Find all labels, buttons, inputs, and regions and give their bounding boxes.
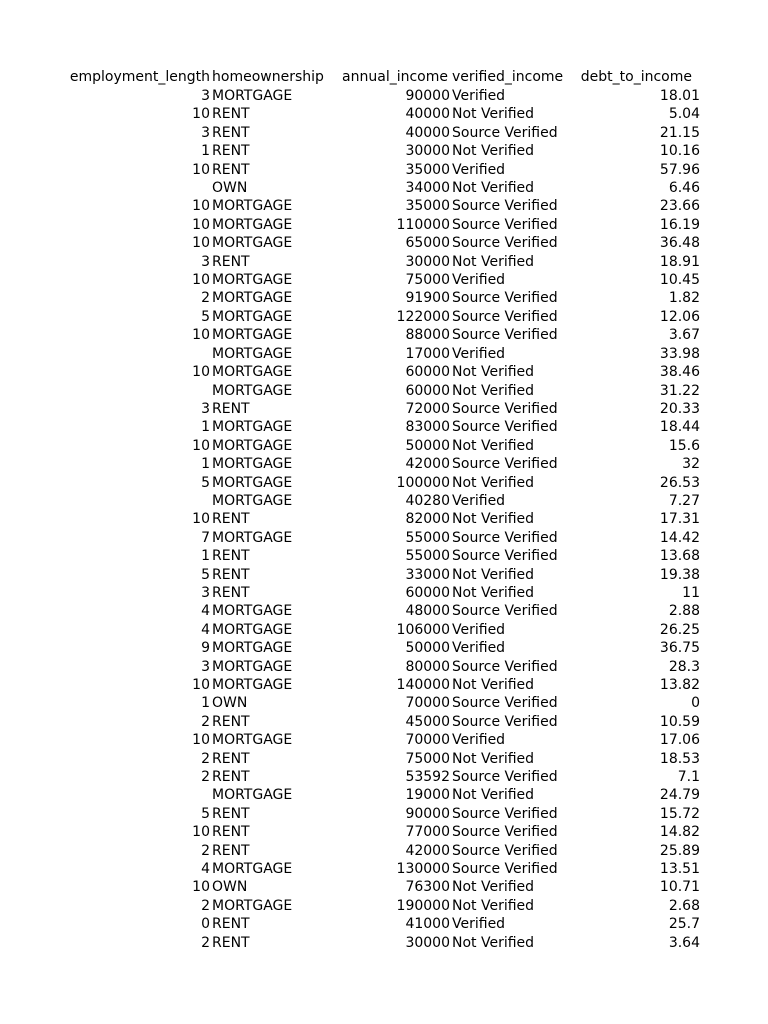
table-row xyxy=(62,676,702,694)
cell-debt-to-income: 31.22 xyxy=(659,382,700,399)
cell-debt-to-income: 32 xyxy=(682,456,700,473)
cell-debt-to-income: 10.45 xyxy=(659,272,700,289)
cell-verified-income: Source Verified xyxy=(452,861,558,878)
cell-homeownership: RENT xyxy=(212,842,250,859)
table-row xyxy=(62,253,702,271)
cell-homeownership: MORTGAGE xyxy=(212,474,293,491)
cell-annual-income: 88000 xyxy=(405,327,450,344)
cell-employment-length: 2 xyxy=(201,842,210,859)
cell-annual-income: 41000 xyxy=(405,916,450,933)
cell-employment-length xyxy=(62,382,212,400)
table-row xyxy=(62,547,702,565)
cell-employment-length: 10 xyxy=(192,437,210,454)
cell-employment-length: 2 xyxy=(201,290,210,307)
cell-debt-to-income: 25.89 xyxy=(659,842,700,859)
cell-debt-to-income: 33.98 xyxy=(659,345,700,362)
header-homeownership: homeownership xyxy=(212,69,324,85)
cell-annual-income: 30000 xyxy=(405,143,450,160)
cell-verified-income: Source Verified xyxy=(452,824,558,841)
cell-verified-income: Source Verified xyxy=(452,603,558,620)
cell-debt-to-income: 13.68 xyxy=(659,548,700,565)
cell-employment-length: 2 xyxy=(201,897,210,914)
cell-annual-income: 42000 xyxy=(405,842,450,859)
cell-annual-income: 70000 xyxy=(405,695,450,712)
cell-verified-income: Source Verified xyxy=(452,548,558,565)
cell-debt-to-income: 3.67 xyxy=(668,327,700,344)
cell-verified-income: Not Verified xyxy=(452,897,535,914)
cell-annual-income: 48000 xyxy=(405,603,450,620)
cell-verified-income: Verified xyxy=(452,916,506,933)
cell-homeownership: RENT xyxy=(212,824,250,841)
table-row xyxy=(62,621,702,639)
cell-homeownership: MORTGAGE xyxy=(212,658,293,675)
cell-annual-income: 100000 xyxy=(396,474,450,491)
table-row xyxy=(62,179,702,197)
data-table xyxy=(62,68,702,952)
cell-employment-length: 3 xyxy=(201,584,210,601)
cell-verified-income: Source Verified xyxy=(452,290,558,307)
cell-annual-income: 30000 xyxy=(405,253,450,270)
cell-verified-income: Not Verified xyxy=(452,143,535,160)
table-row xyxy=(62,639,702,657)
cell-debt-to-income: 18.91 xyxy=(659,253,700,270)
table-row xyxy=(62,437,702,455)
table-row xyxy=(62,124,702,142)
cell-debt-to-income: 11 xyxy=(682,584,700,601)
cell-verified-income: Not Verified xyxy=(452,180,535,197)
cell-verified-income: Verified xyxy=(452,640,506,657)
cell-debt-to-income: 7.1 xyxy=(677,769,700,786)
cell-employment-length: 2 xyxy=(201,934,210,951)
cell-debt-to-income: 2.88 xyxy=(668,603,700,620)
cell-verified-income: Not Verified xyxy=(452,106,535,123)
cell-homeownership: RENT xyxy=(212,584,250,601)
cell-annual-income: 82000 xyxy=(405,511,450,528)
cell-annual-income: 72000 xyxy=(405,400,450,417)
table-row xyxy=(62,363,702,381)
cell-debt-to-income: 15.72 xyxy=(659,805,700,822)
cell-debt-to-income: 57.96 xyxy=(659,161,700,178)
table-row xyxy=(62,731,702,749)
table-row xyxy=(62,105,702,123)
cell-annual-income: 60000 xyxy=(405,584,450,601)
cell-employment-length: 2 xyxy=(201,750,210,767)
table-row xyxy=(62,289,702,307)
cell-homeownership: MORTGAGE xyxy=(212,456,293,473)
cell-employment-length: 10 xyxy=(192,272,210,289)
cell-debt-to-income: 26.53 xyxy=(659,474,700,491)
cell-debt-to-income: 13.82 xyxy=(659,677,700,693)
cell-employment-length: 2 xyxy=(201,713,210,730)
cell-debt-to-income: 24.79 xyxy=(659,787,700,804)
cell-verified-income: Not Verified xyxy=(452,787,535,804)
cell-annual-income: 19000 xyxy=(405,787,450,804)
table-row xyxy=(62,271,702,289)
cell-debt-to-income: 17.31 xyxy=(659,511,700,528)
cell-debt-to-income: 10.59 xyxy=(659,713,700,730)
cell-employment-length: 4 xyxy=(201,621,210,638)
cell-annual-income: 122000 xyxy=(396,308,450,325)
cell-homeownership: MORTGAGE xyxy=(212,732,293,749)
cell-employment-length: 1 xyxy=(201,419,210,436)
cell-homeownership: OWN xyxy=(212,180,248,197)
cell-homeownership: MORTGAGE xyxy=(212,216,293,233)
cell-annual-income: 45000 xyxy=(405,713,450,730)
cell-homeownership: MORTGAGE xyxy=(212,787,293,804)
cell-debt-to-income: 14.42 xyxy=(659,529,700,546)
cell-annual-income: 40000 xyxy=(405,106,450,123)
cell-debt-to-income: 7.27 xyxy=(668,492,700,509)
cell-annual-income: 60000 xyxy=(405,364,450,381)
cell-debt-to-income: 12.06 xyxy=(659,308,700,325)
table-row xyxy=(62,566,702,584)
cell-verified-income: Not Verified xyxy=(452,677,535,693)
table-row xyxy=(62,455,702,473)
header-debt-to-income: debt_to_income xyxy=(580,69,692,85)
table-row xyxy=(62,934,702,952)
cell-verified-income: Not Verified xyxy=(452,253,535,270)
cell-debt-to-income: 2.68 xyxy=(668,897,700,914)
cell-annual-income: 35000 xyxy=(405,161,450,178)
cell-verified-income: Source Verified xyxy=(452,658,558,675)
cell-employment-length xyxy=(62,345,212,363)
cell-employment-length xyxy=(62,492,212,510)
cell-homeownership: MORTGAGE xyxy=(212,437,293,454)
cell-annual-income: 91900 xyxy=(405,290,450,307)
table-row xyxy=(62,197,702,215)
cell-annual-income: 90000 xyxy=(405,805,450,822)
cell-employment-length: 3 xyxy=(201,124,210,141)
cell-verified-income: Source Verified xyxy=(452,400,558,417)
cell-employment-length: 10 xyxy=(192,327,210,344)
cell-verified-income: Verified xyxy=(452,492,506,509)
cell-annual-income: 140000 xyxy=(396,677,450,693)
cell-homeownership: RENT xyxy=(212,566,250,583)
table-body xyxy=(62,87,702,952)
table-row xyxy=(62,418,702,436)
cell-employment-length: 10 xyxy=(192,198,210,215)
cell-debt-to-income: 26.25 xyxy=(659,621,700,638)
cell-homeownership: RENT xyxy=(212,934,250,951)
cell-verified-income: Not Verified xyxy=(452,566,535,583)
cell-annual-income: 83000 xyxy=(405,419,450,436)
cell-verified-income: Verified xyxy=(452,621,506,638)
cell-annual-income: 70000 xyxy=(405,732,450,749)
cell-debt-to-income: 36.48 xyxy=(659,235,700,252)
cell-debt-to-income: 3.64 xyxy=(668,934,700,951)
header-row xyxy=(62,68,702,87)
table-row xyxy=(62,713,702,731)
cell-employment-length: 5 xyxy=(201,474,210,491)
cell-verified-income: Source Verified xyxy=(452,327,558,344)
cell-employment-length: 10 xyxy=(192,364,210,381)
cell-employment-length: 10 xyxy=(192,879,210,896)
cell-employment-length: 10 xyxy=(192,677,210,693)
cell-verified-income: Not Verified xyxy=(452,934,535,951)
cell-homeownership: MORTGAGE xyxy=(212,677,293,693)
cell-debt-to-income: 16.19 xyxy=(659,216,700,233)
cell-debt-to-income: 21.15 xyxy=(659,124,700,141)
cell-verified-income: Source Verified xyxy=(452,695,558,712)
cell-homeownership: RENT xyxy=(212,916,250,933)
cell-verified-income: Source Verified xyxy=(452,456,558,473)
table-row xyxy=(62,308,702,326)
table-row xyxy=(62,602,702,620)
table-row xyxy=(62,234,702,252)
cell-annual-income: 106000 xyxy=(396,621,450,638)
cell-annual-income: 33000 xyxy=(405,566,450,583)
table-row xyxy=(62,860,702,878)
cell-employment-length: 9 xyxy=(201,640,210,657)
cell-verified-income: Not Verified xyxy=(452,879,535,896)
cell-verified-income: Verified xyxy=(452,732,506,749)
cell-homeownership: MORTGAGE xyxy=(212,603,293,620)
cell-homeownership: MORTGAGE xyxy=(212,198,293,215)
cell-verified-income: Source Verified xyxy=(452,198,558,215)
cell-annual-income: 55000 xyxy=(405,529,450,546)
cell-verified-income: Verified xyxy=(452,161,506,178)
cell-homeownership: RENT xyxy=(212,143,250,160)
cell-homeownership: RENT xyxy=(212,106,250,123)
cell-employment-length: 5 xyxy=(201,805,210,822)
cell-verified-income: Not Verified xyxy=(452,437,535,454)
cell-annual-income: 42000 xyxy=(405,456,450,473)
cell-annual-income: 65000 xyxy=(405,235,450,252)
cell-employment-length: 3 xyxy=(201,253,210,270)
cell-homeownership: OWN xyxy=(212,695,248,712)
cell-debt-to-income: 15.6 xyxy=(668,437,700,454)
cell-employment-length: 2 xyxy=(201,769,210,786)
cell-homeownership: RENT xyxy=(212,769,250,786)
cell-debt-to-income: 18.01 xyxy=(659,88,700,104)
table-row xyxy=(62,87,702,105)
cell-annual-income: 77000 xyxy=(405,824,450,841)
cell-homeownership: RENT xyxy=(212,713,250,730)
cell-employment-length: 10 xyxy=(192,235,210,252)
cell-debt-to-income: 1.82 xyxy=(668,290,700,307)
table-row xyxy=(62,474,702,492)
cell-employment-length xyxy=(62,786,212,804)
cell-homeownership: MORTGAGE xyxy=(212,529,293,546)
cell-homeownership: MORTGAGE xyxy=(212,308,293,325)
cell-verified-income: Source Verified xyxy=(452,842,558,859)
cell-homeownership: MORTGAGE xyxy=(212,640,293,657)
cell-annual-income: 75000 xyxy=(405,750,450,767)
cell-verified-income: Not Verified xyxy=(452,382,535,399)
cell-debt-to-income: 13.51 xyxy=(659,861,700,878)
table-row xyxy=(62,584,702,602)
cell-employment-length: 10 xyxy=(192,824,210,841)
cell-annual-income: 17000 xyxy=(405,345,450,362)
cell-verified-income: Source Verified xyxy=(452,713,558,730)
cell-homeownership: MORTGAGE xyxy=(212,345,293,362)
cell-verified-income: Source Verified xyxy=(452,805,558,822)
table-row xyxy=(62,915,702,933)
table-row xyxy=(62,326,702,344)
cell-debt-to-income: 25.7 xyxy=(668,916,700,933)
cell-employment-length: 3 xyxy=(201,658,210,675)
cell-employment-length xyxy=(62,179,212,197)
cell-verified-income: Source Verified xyxy=(452,124,558,141)
cell-debt-to-income: 6.46 xyxy=(668,180,700,197)
cell-homeownership: MORTGAGE xyxy=(212,621,293,638)
cell-debt-to-income: 36.75 xyxy=(659,640,700,657)
cell-employment-length: 1 xyxy=(201,548,210,565)
cell-annual-income: 55000 xyxy=(405,548,450,565)
table-row xyxy=(62,842,702,860)
cell-verified-income: Not Verified xyxy=(452,474,535,491)
cell-verified-income: Source Verified xyxy=(452,235,558,252)
cell-homeownership: MORTGAGE xyxy=(212,235,293,252)
table-row xyxy=(62,694,702,712)
cell-homeownership: MORTGAGE xyxy=(212,364,293,381)
cell-annual-income: 80000 xyxy=(405,658,450,675)
cell-verified-income: Not Verified xyxy=(452,364,535,381)
table-row xyxy=(62,382,702,400)
cell-employment-length: 3 xyxy=(201,400,210,417)
table-row xyxy=(62,750,702,768)
cell-annual-income: 35000 xyxy=(405,198,450,215)
cell-verified-income: Source Verified xyxy=(452,769,558,786)
cell-annual-income: 50000 xyxy=(405,640,450,657)
cell-employment-length: 0 xyxy=(201,916,210,933)
cell-debt-to-income: 28.3 xyxy=(668,658,700,675)
cell-debt-to-income: 17.06 xyxy=(659,732,700,749)
cell-debt-to-income: 10.16 xyxy=(659,143,700,160)
table-row xyxy=(62,216,702,234)
cell-homeownership: MORTGAGE xyxy=(212,290,293,307)
cell-verified-income: Verified xyxy=(452,345,506,362)
cell-annual-income: 76300 xyxy=(405,879,450,896)
cell-debt-to-income: 10.71 xyxy=(659,879,700,896)
table-row xyxy=(62,786,702,804)
cell-verified-income: Not Verified xyxy=(452,584,535,601)
table-row xyxy=(62,768,702,786)
cell-verified-income: Verified xyxy=(452,88,506,104)
cell-homeownership: MORTGAGE xyxy=(212,88,293,104)
cell-homeownership: OWN xyxy=(212,879,248,896)
cell-homeownership: MORTGAGE xyxy=(212,897,293,914)
cell-homeownership: RENT xyxy=(212,548,250,565)
cell-verified-income: Source Verified xyxy=(452,216,558,233)
cell-homeownership: RENT xyxy=(212,750,250,767)
cell-annual-income: 40000 xyxy=(405,124,450,141)
cell-homeownership: RENT xyxy=(212,124,250,141)
table-row xyxy=(62,510,702,528)
cell-verified-income: Not Verified xyxy=(452,750,535,767)
table-row xyxy=(62,658,702,676)
cell-verified-income: Source Verified xyxy=(452,419,558,436)
cell-homeownership: RENT xyxy=(212,253,250,270)
cell-annual-income: 75000 xyxy=(405,272,450,289)
cell-employment-length: 10 xyxy=(192,511,210,528)
cell-annual-income: 34000 xyxy=(405,180,450,197)
table-row xyxy=(62,897,702,915)
cell-employment-length: 4 xyxy=(201,861,210,878)
cell-homeownership: RENT xyxy=(212,161,250,178)
cell-annual-income: 130000 xyxy=(396,861,450,878)
cell-annual-income: 30000 xyxy=(405,934,450,951)
cell-employment-length: 1 xyxy=(201,456,210,473)
cell-employment-length: 1 xyxy=(201,695,210,712)
cell-employment-length: 10 xyxy=(192,161,210,178)
cell-debt-to-income: 20.33 xyxy=(659,400,700,417)
cell-employment-length: 10 xyxy=(192,216,210,233)
table-row xyxy=(62,823,702,841)
cell-homeownership: RENT xyxy=(212,511,250,528)
table-row xyxy=(62,142,702,160)
cell-annual-income: 110000 xyxy=(396,216,450,233)
cell-homeownership: MORTGAGE xyxy=(212,382,293,399)
cell-homeownership: RENT xyxy=(212,400,250,417)
cell-debt-to-income: 38.46 xyxy=(659,364,700,381)
cell-employment-length: 4 xyxy=(201,603,210,620)
cell-employment-length: 3 xyxy=(201,88,210,104)
cell-homeownership: MORTGAGE xyxy=(212,492,293,509)
cell-debt-to-income: 18.44 xyxy=(659,419,700,436)
cell-verified-income: Verified xyxy=(452,272,506,289)
cell-annual-income: 60000 xyxy=(405,382,450,399)
table-row xyxy=(62,345,702,363)
cell-verified-income: Not Verified xyxy=(452,511,535,528)
table-row xyxy=(62,805,702,823)
cell-annual-income: 190000 xyxy=(396,897,450,914)
cell-verified-income: Source Verified xyxy=(452,308,558,325)
cell-debt-to-income: 5.04 xyxy=(668,106,700,123)
header-verified-income: verified_income xyxy=(452,69,564,85)
cell-homeownership: MORTGAGE xyxy=(212,272,293,289)
cell-debt-to-income: 23.66 xyxy=(659,198,700,215)
cell-homeownership: MORTGAGE xyxy=(212,327,293,344)
header-annual-income: annual_income xyxy=(342,69,448,85)
cell-homeownership: MORTGAGE xyxy=(212,861,293,878)
cell-debt-to-income: 0 xyxy=(691,695,700,712)
cell-debt-to-income: 14.82 xyxy=(659,824,700,841)
table-row xyxy=(62,529,702,547)
cell-verified-income: Source Verified xyxy=(452,529,558,546)
cell-annual-income: 53592 xyxy=(405,769,450,786)
cell-employment-length: 5 xyxy=(201,566,210,583)
cell-employment-length: 10 xyxy=(192,732,210,749)
cell-employment-length: 5 xyxy=(201,308,210,325)
cell-homeownership: MORTGAGE xyxy=(212,419,293,436)
cell-debt-to-income: 18.53 xyxy=(659,750,700,767)
cell-employment-length: 7 xyxy=(201,529,210,546)
table-header xyxy=(62,68,702,87)
cell-employment-length: 10 xyxy=(192,106,210,123)
table-row xyxy=(62,161,702,179)
cell-annual-income: 40280 xyxy=(405,492,450,509)
cell-annual-income: 50000 xyxy=(405,437,450,454)
cell-homeownership: RENT xyxy=(212,805,250,822)
table-row xyxy=(62,492,702,510)
cell-debt-to-income: 19.38 xyxy=(659,566,700,583)
cell-annual-income: 90000 xyxy=(405,88,450,104)
table-row xyxy=(62,878,702,896)
cell-employment-length: 1 xyxy=(201,143,210,160)
table-row xyxy=(62,400,702,418)
header-employment-length: employment_length xyxy=(69,69,210,85)
